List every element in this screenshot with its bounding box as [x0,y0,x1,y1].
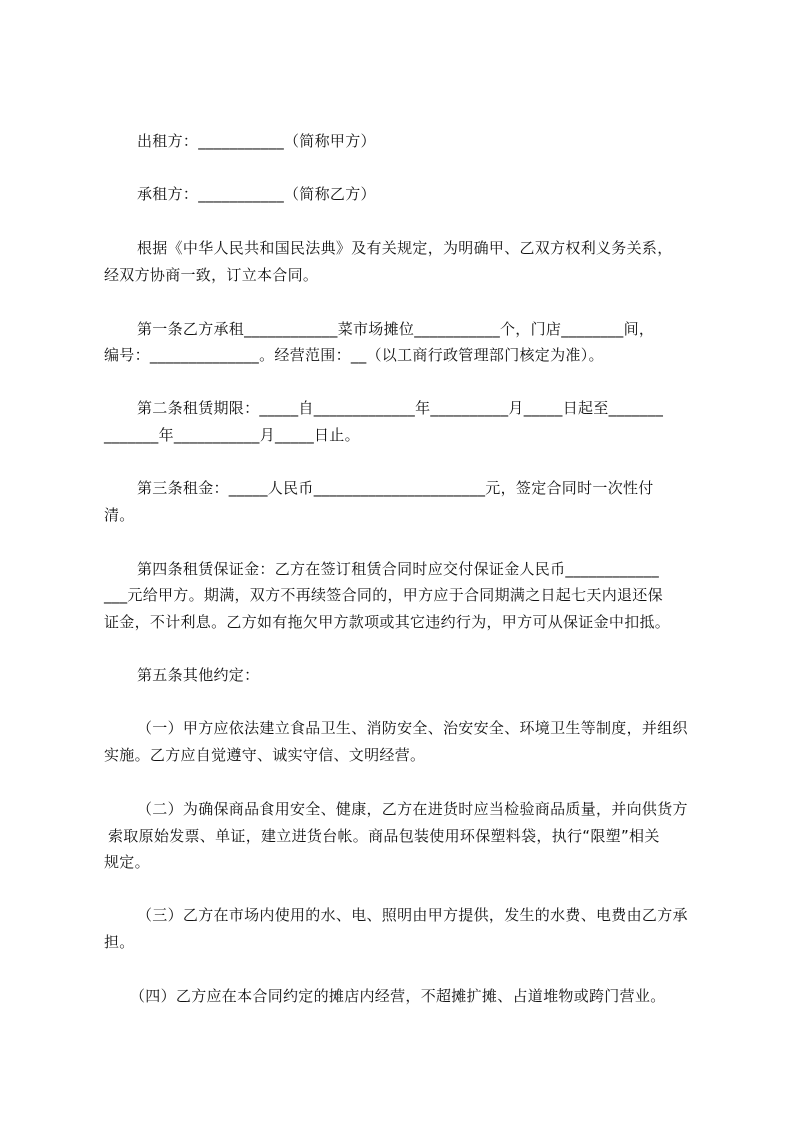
lessee-line: 承租方：___________（简称乙方） [137,185,376,203]
article-2-line-1: 第二条租赁期限：_____自_____________年__________月_____日起至_______ [137,399,664,417]
article-4-line-2: ___元给甲方。期满，双方不再续签合同的，甲方应于合同期满之日起七天内退还保 [104,586,663,604]
clause-2-line-1: （二）为确保商品食用安全、健康，乙方在进货时应当检验商品质量，并向供货方 [137,800,688,818]
clause-4-line-1: （四）乙方应在本合同约定的摊店内经营，不超摊扩摊、占道堆物或跨门营业。 [130,987,666,1005]
article-3-line-1: 第三条租金：_____人民币______________________元，签定合同时一次性付 [137,479,654,497]
article-4-line-1: 第四条租赁保证金：乙方在签订租赁合同时应交付保证金人民币____________ [137,560,660,578]
article-4-line-3: 证金，不计利息。乙方如有拖欠甲方款项或其它违约行为，甲方可从保证金中扣抵。 [104,613,671,631]
clause-2-line-2: 索取原始发票、单证，建立进货台帐。商品包装使用环保塑料袋，执行“限塑”相关 [108,827,660,845]
clause-3-line-1: （三）乙方在市场内使用的水、电、照明由甲方提供，发生的水费、电费由乙方承 [137,906,688,924]
clause-2-line-3: 规定。 [104,853,150,871]
article-5-heading: 第五条其他约定： [137,666,260,684]
clause-1-line-2: 实施。乙方应自觉遵守、诚实守信、文明经营。 [104,746,426,764]
clause-3-line-2: 担。 [104,933,135,951]
clause-1-line-1: （一）甲方应依法建立食品卫生、消防安全、治安安全、环境卫生等制度，并组织 [137,719,688,737]
preamble-line-1: 根据《中华人民共和国民法典》及有关规定，为明确甲、乙双方权利义务关系， [137,239,673,257]
preamble-line-2: 经双方协商一致，订立本合同。 [104,266,319,284]
article-2-line-2: _______年___________月_____日止。 [104,426,360,444]
lessor-line: 出租方：___________（简称甲方） [137,132,376,150]
article-1-line-1: 第一条乙方承租____________菜市场摊位___________个，门店________间， [137,320,655,338]
article-1-line-2: 编号：______________。经营范围：__（以工商行政管理部门核定为准）。 [104,346,604,364]
article-3-line-2: 清。 [104,506,135,524]
